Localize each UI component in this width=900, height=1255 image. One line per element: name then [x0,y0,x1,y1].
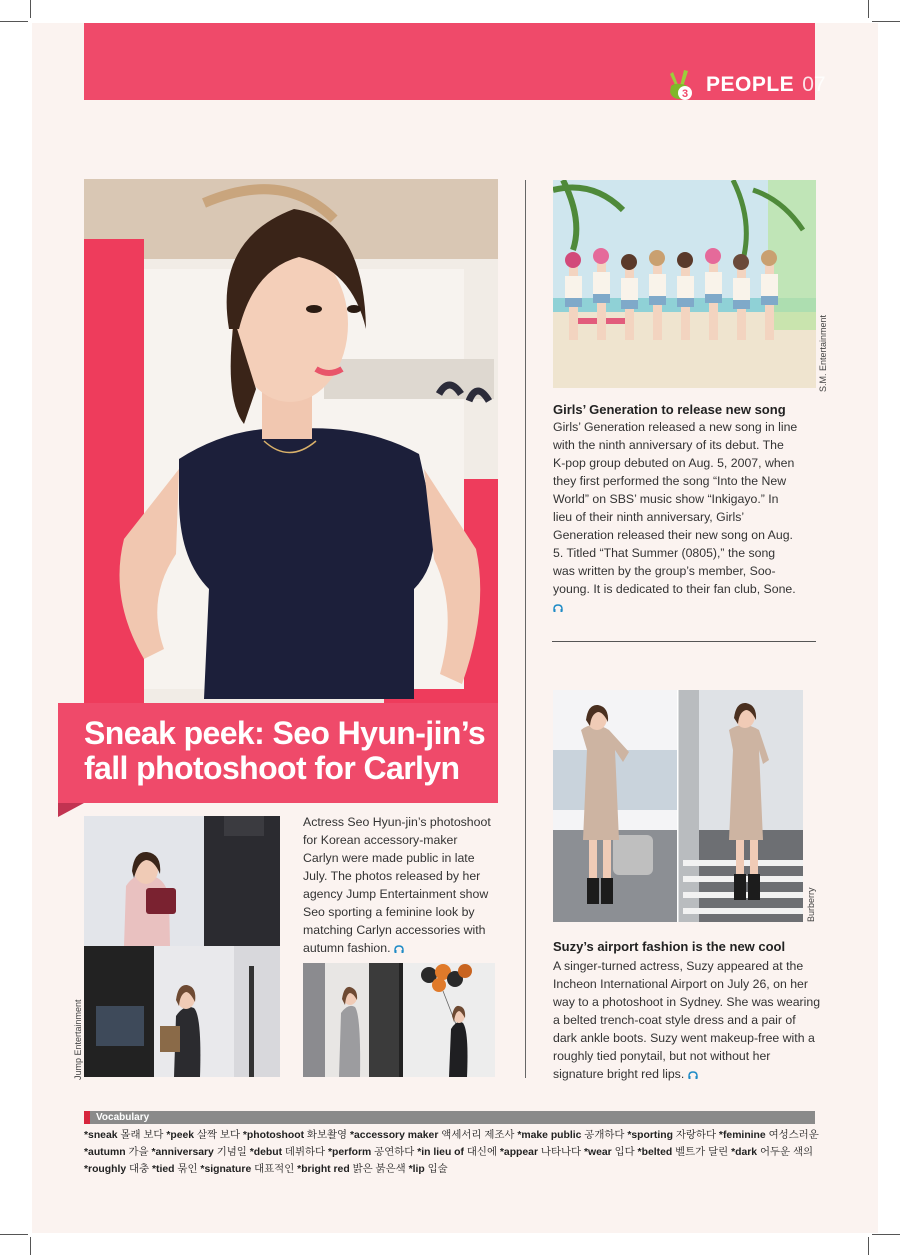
crop-mark [868,0,869,18]
vocabulary-meaning: 살짝 보다 [194,1130,243,1141]
vocabulary-entry [297,1164,408,1175]
vocabulary-term: *in lieu of [417,1147,464,1158]
headphones-icon[interactable] [553,604,563,612]
vocabulary-meaning: 벨트가 달린 [672,1147,732,1158]
vocabulary-entry [200,1164,297,1175]
headline-line-1: Sneak peek: Seo Hyun-jin’s [84,715,486,751]
vocabulary-term: *appear [499,1147,539,1158]
headphones-icon[interactable] [688,1071,698,1079]
vocabulary-marker [84,1111,90,1124]
headline-notch [58,803,84,817]
crop-mark [0,1234,28,1235]
vocabulary-entry [152,1164,200,1175]
seo-hyun-jin-portrait [84,179,498,704]
vocabulary-term: *feminine [718,1130,766,1141]
vocabulary-meaning: 공개하다 [581,1130,628,1141]
vocabulary-term: *dark [731,1147,758,1158]
vocabulary-term: *tied [152,1164,175,1175]
photoshoot-photo-camera [84,946,280,1077]
vocabulary-entry [166,1130,243,1141]
vocabulary-meaning: 묶인 [174,1164,201,1175]
vocabulary-term: *lip [408,1164,425,1175]
vocabulary-entry [84,1164,152,1175]
main-photo-credit: Jump Entertainment [73,999,83,1080]
girls-generation-body [553,418,798,616]
section-tag [664,68,826,102]
vocabulary-bar [84,1111,815,1124]
vocabulary-entry [627,1130,719,1141]
vocabulary-entry [350,1130,517,1141]
crop-mark [30,0,31,18]
crop-mark [872,1234,900,1235]
vocabulary-entry [328,1147,417,1158]
vocabulary-term: *wear [583,1147,612,1158]
suzy-airport-photo [553,690,803,922]
vocabulary-term: *perform [327,1147,372,1158]
vocabulary-entry [638,1147,732,1158]
vocabulary-meaning: 대신에 [464,1147,500,1158]
crop-mark [872,21,900,22]
vocabulary-entry [584,1147,638,1158]
vocabulary-meaning: 대표적인 [251,1164,298,1175]
photoshoot-photo-balloons [399,963,495,1077]
page-number: 07 [802,73,826,96]
vocabulary-meaning: 입다 [611,1147,638,1158]
vocabulary-entry [409,1164,448,1175]
suzy-photo-credit: Burberry [806,887,816,922]
vocabulary-term: *debut [249,1147,283,1158]
girls-generation-text: Girls’ Generation released a new song in line with the ninth anniversary of its debut. The K-pop group debuted on Aug. 5, 2007, when they first performed the song “Into the New World” on SBS’ music show “Inkigayo.” In lieu of their ninth anniversary, Girls’ Generation released their new song on Aug. 5. Titled “That Summer (0805),” the song was written by the group’s member, Soo-young. It is dedicated to their fan club, Sone. [553,420,798,596]
girls-generation-title: Girls’ Generation to release new song [553,402,786,417]
vocabulary-term: *sporting [627,1130,673,1141]
article-divider [552,641,816,642]
vocabulary-meaning: 대충 [126,1164,153,1175]
vocabulary-entry [84,1130,166,1141]
vocabulary-meaning: 여성스러운 [765,1130,819,1141]
vocabulary-term: *accessory maker [349,1130,439,1141]
vocabulary-meaning: 어두운 색의 [757,1147,814,1158]
vocabulary-meaning: 액세서리 제조사 [438,1130,518,1141]
vocabulary-entry [243,1130,350,1141]
vocabulary-meaning: 나타나다 [538,1147,584,1158]
vocabulary-meaning: 밝은 붉은색 [349,1164,409,1175]
headphones-icon[interactable] [394,945,404,953]
vocabulary-meaning: 가을 [125,1147,152,1158]
section-label: PEOPLE [706,73,795,96]
vocabulary-term: *make public [517,1130,582,1141]
vocabulary-term: *autumn [84,1147,126,1158]
vocabulary-entry [731,1147,813,1158]
vocabulary-meaning: 공연하다 [371,1147,418,1158]
hand-v-logo-icon [664,68,698,102]
vocabulary-term: *belted [637,1147,673,1158]
vocabulary-term: *photoshoot [242,1130,305,1141]
vocabulary-term: *signature [200,1164,252,1175]
vocabulary-meaning: 자랑하다 [672,1130,719,1141]
main-headline [84,716,496,786]
vocabulary-term: *anniversary [151,1147,214,1158]
suzy-text: A singer-turned actress, Suzy appeared at the Incheon International Airport on July 26, on her way to a photoshoot in Sydney. She was wearing a belted trench-coat style dress and a pair of dark ankle boots. Suzy went makeup-free with a roughly tied ponytail, but not without her signature bright red lips. [553,959,821,1081]
vocabulary-meaning: 몰래 보다 [117,1130,167,1141]
vocabulary-entry [517,1130,627,1141]
suzy-body [553,957,821,1083]
vocabulary-meaning: 화보촬영 [304,1130,350,1141]
headline-line-2: fall photoshoot for Carlyn [84,750,460,786]
vocabulary-meaning: 입술 [424,1164,448,1175]
photoshoot-photo-handbag [84,816,280,946]
vocabulary-label: Vocabulary [96,1112,150,1123]
column-divider [525,180,526,1078]
main-story-body [303,813,493,957]
vocabulary-entry [719,1130,819,1141]
photoshoot-photo-mirror [303,963,399,1077]
vocabulary-meaning: 데뷔하다 [282,1147,328,1158]
crop-mark [868,1237,869,1255]
svg-text:3: 3 [681,88,689,100]
main-story-text: Actress Seo Hyun-jin’s photoshoot for Korean accessory-maker Carlyn were made public in late July. The photos released by her agency Jump Entertainment show Seo sporting a feminine look by matching Carlyn accessories with autumn fashion. [303,815,491,955]
vocabulary-term: *roughly [84,1164,127,1175]
crop-mark [0,21,28,22]
suzy-title: Suzy’s airport fashion is the new cool [553,939,786,954]
girls-generation-photo-credit: S.M. Entertainment [818,314,828,392]
vocabulary-entry [500,1147,584,1158]
vocabulary-entry [151,1147,249,1158]
vocabulary-entry [84,1147,151,1158]
vocabulary-term: *peek [166,1130,195,1141]
vocabulary-entry [250,1147,328,1158]
vocabulary-term: *bright red [297,1164,350,1175]
vocabulary-meaning: 기념일 [213,1147,250,1158]
vocabulary-list [84,1127,819,1178]
vocabulary-term: *sneak [84,1130,118,1141]
crop-mark [30,1237,31,1255]
girls-generation-beach-photo [553,180,816,388]
vocabulary-entry [417,1147,500,1158]
